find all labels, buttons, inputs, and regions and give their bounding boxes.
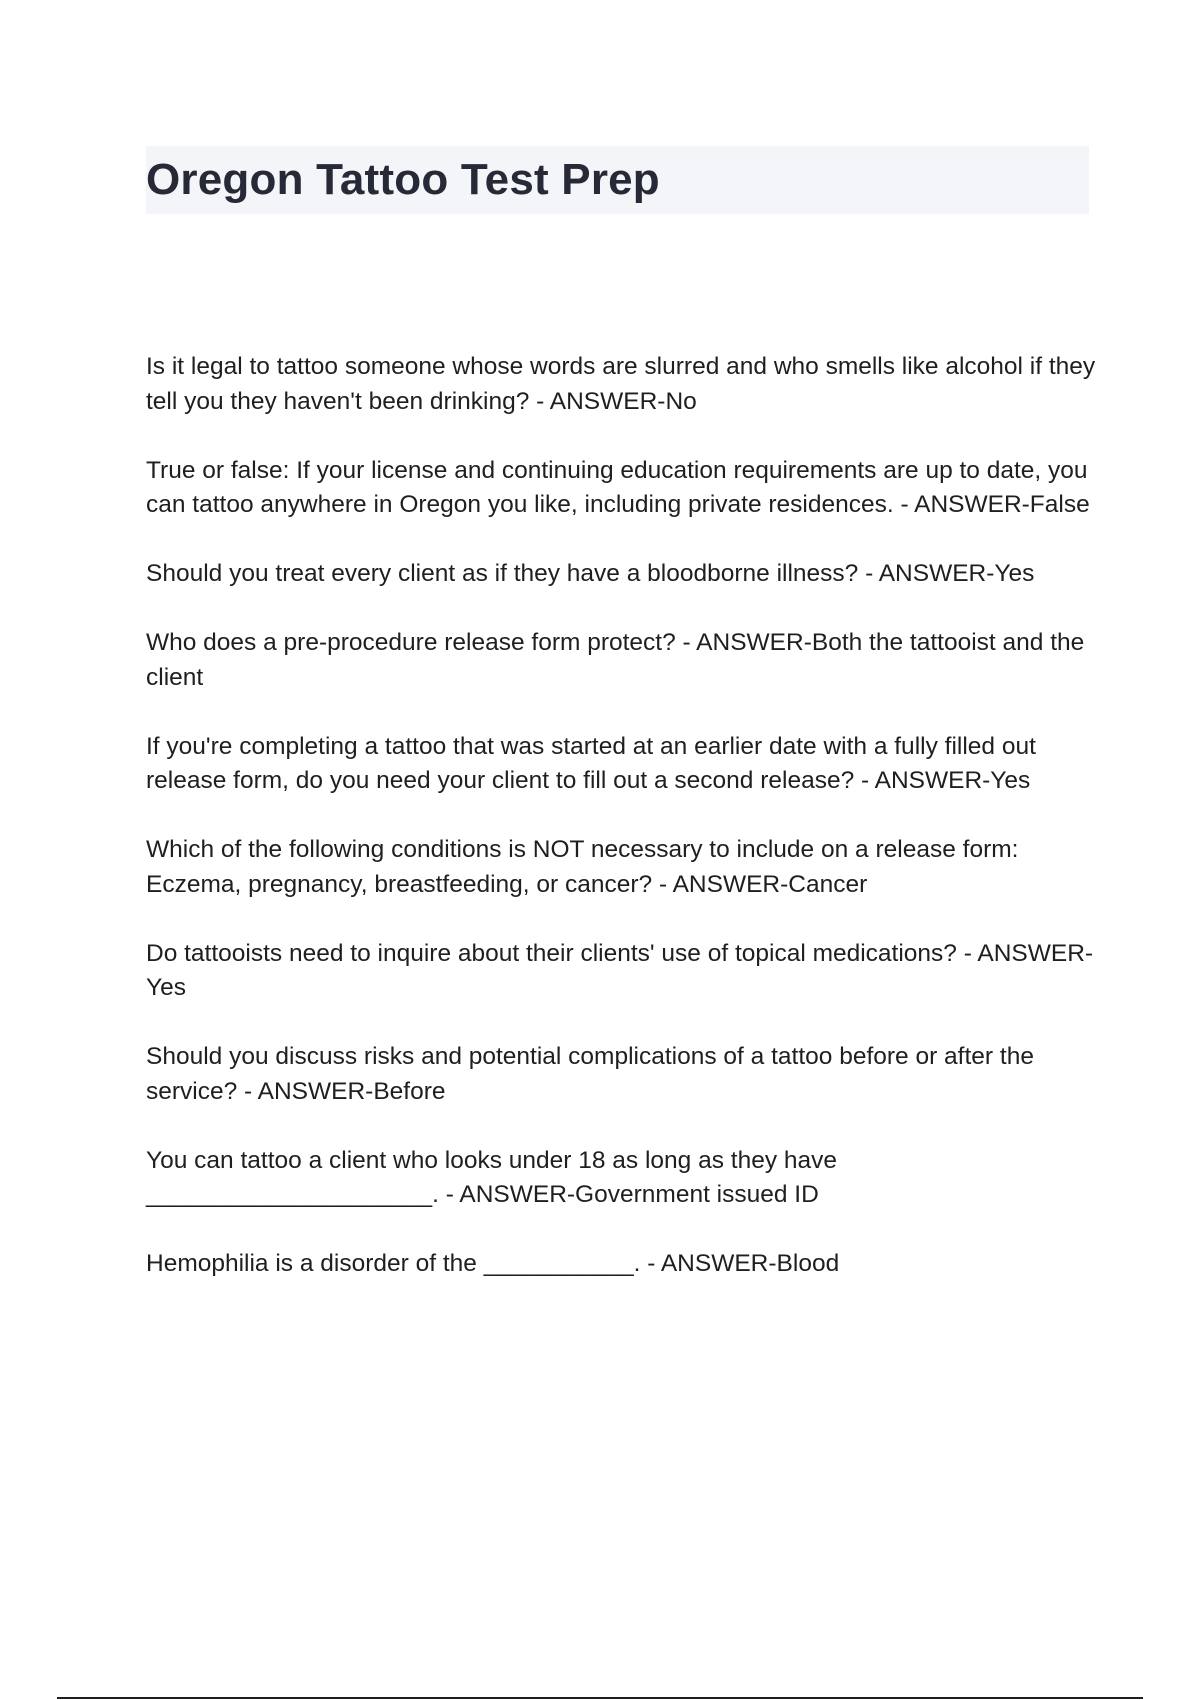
qa-item: Which of the following conditions is NOT necessary to include on a release form: Eczema, pregnancy, breastfeeding, or cancer? - ANSWER-Cancer: [146, 836, 1019, 898]
title-banner: [146, 146, 1089, 214]
qa-item: You can tattoo a client who looks under 18 as long as they have _____________________. - ANSWER-Government issued ID: [146, 1146, 838, 1208]
question-answer-list: [146, 350, 1096, 1316]
page-title: Oregon Tattoo Test Prep: [146, 155, 660, 204]
qa-item: True or false: If your license and continuing education requirements are up to date, you can tattoo anywhere in Oregon you like, including private residences. - ANSWER-False: [146, 456, 1090, 518]
qa-item: Should you treat every client as if they have a bloodborne illness? - ANSWER-Yes: [146, 560, 1035, 587]
page-bottom-divider: [57, 1697, 1143, 1699]
qa-item: Do tattooists need to inquire about their clients' use of topical medications? - ANSWER-Yes: [146, 939, 1094, 1001]
qa-item: Is it legal to tattoo someone whose words are slurred and who smells like alcohol if they tell you they haven't been drinking? - ANSWER-No: [146, 353, 1096, 415]
qa-item: Hemophilia is a disorder of the ___________. - ANSWER-Blood: [146, 1250, 840, 1277]
qa-item: If you're completing a tattoo that was started at an earlier date with a fully filled out release form, do you need your client to fill out a second release? - ANSWER-Yes: [146, 732, 1036, 794]
qa-item: Who does a pre-procedure release form protect? - ANSWER-Both the tattooist and the client: [146, 629, 1085, 691]
qa-item: Should you discuss risks and potential complications of a tattoo before or after the service? - ANSWER-Before: [146, 1043, 1034, 1105]
